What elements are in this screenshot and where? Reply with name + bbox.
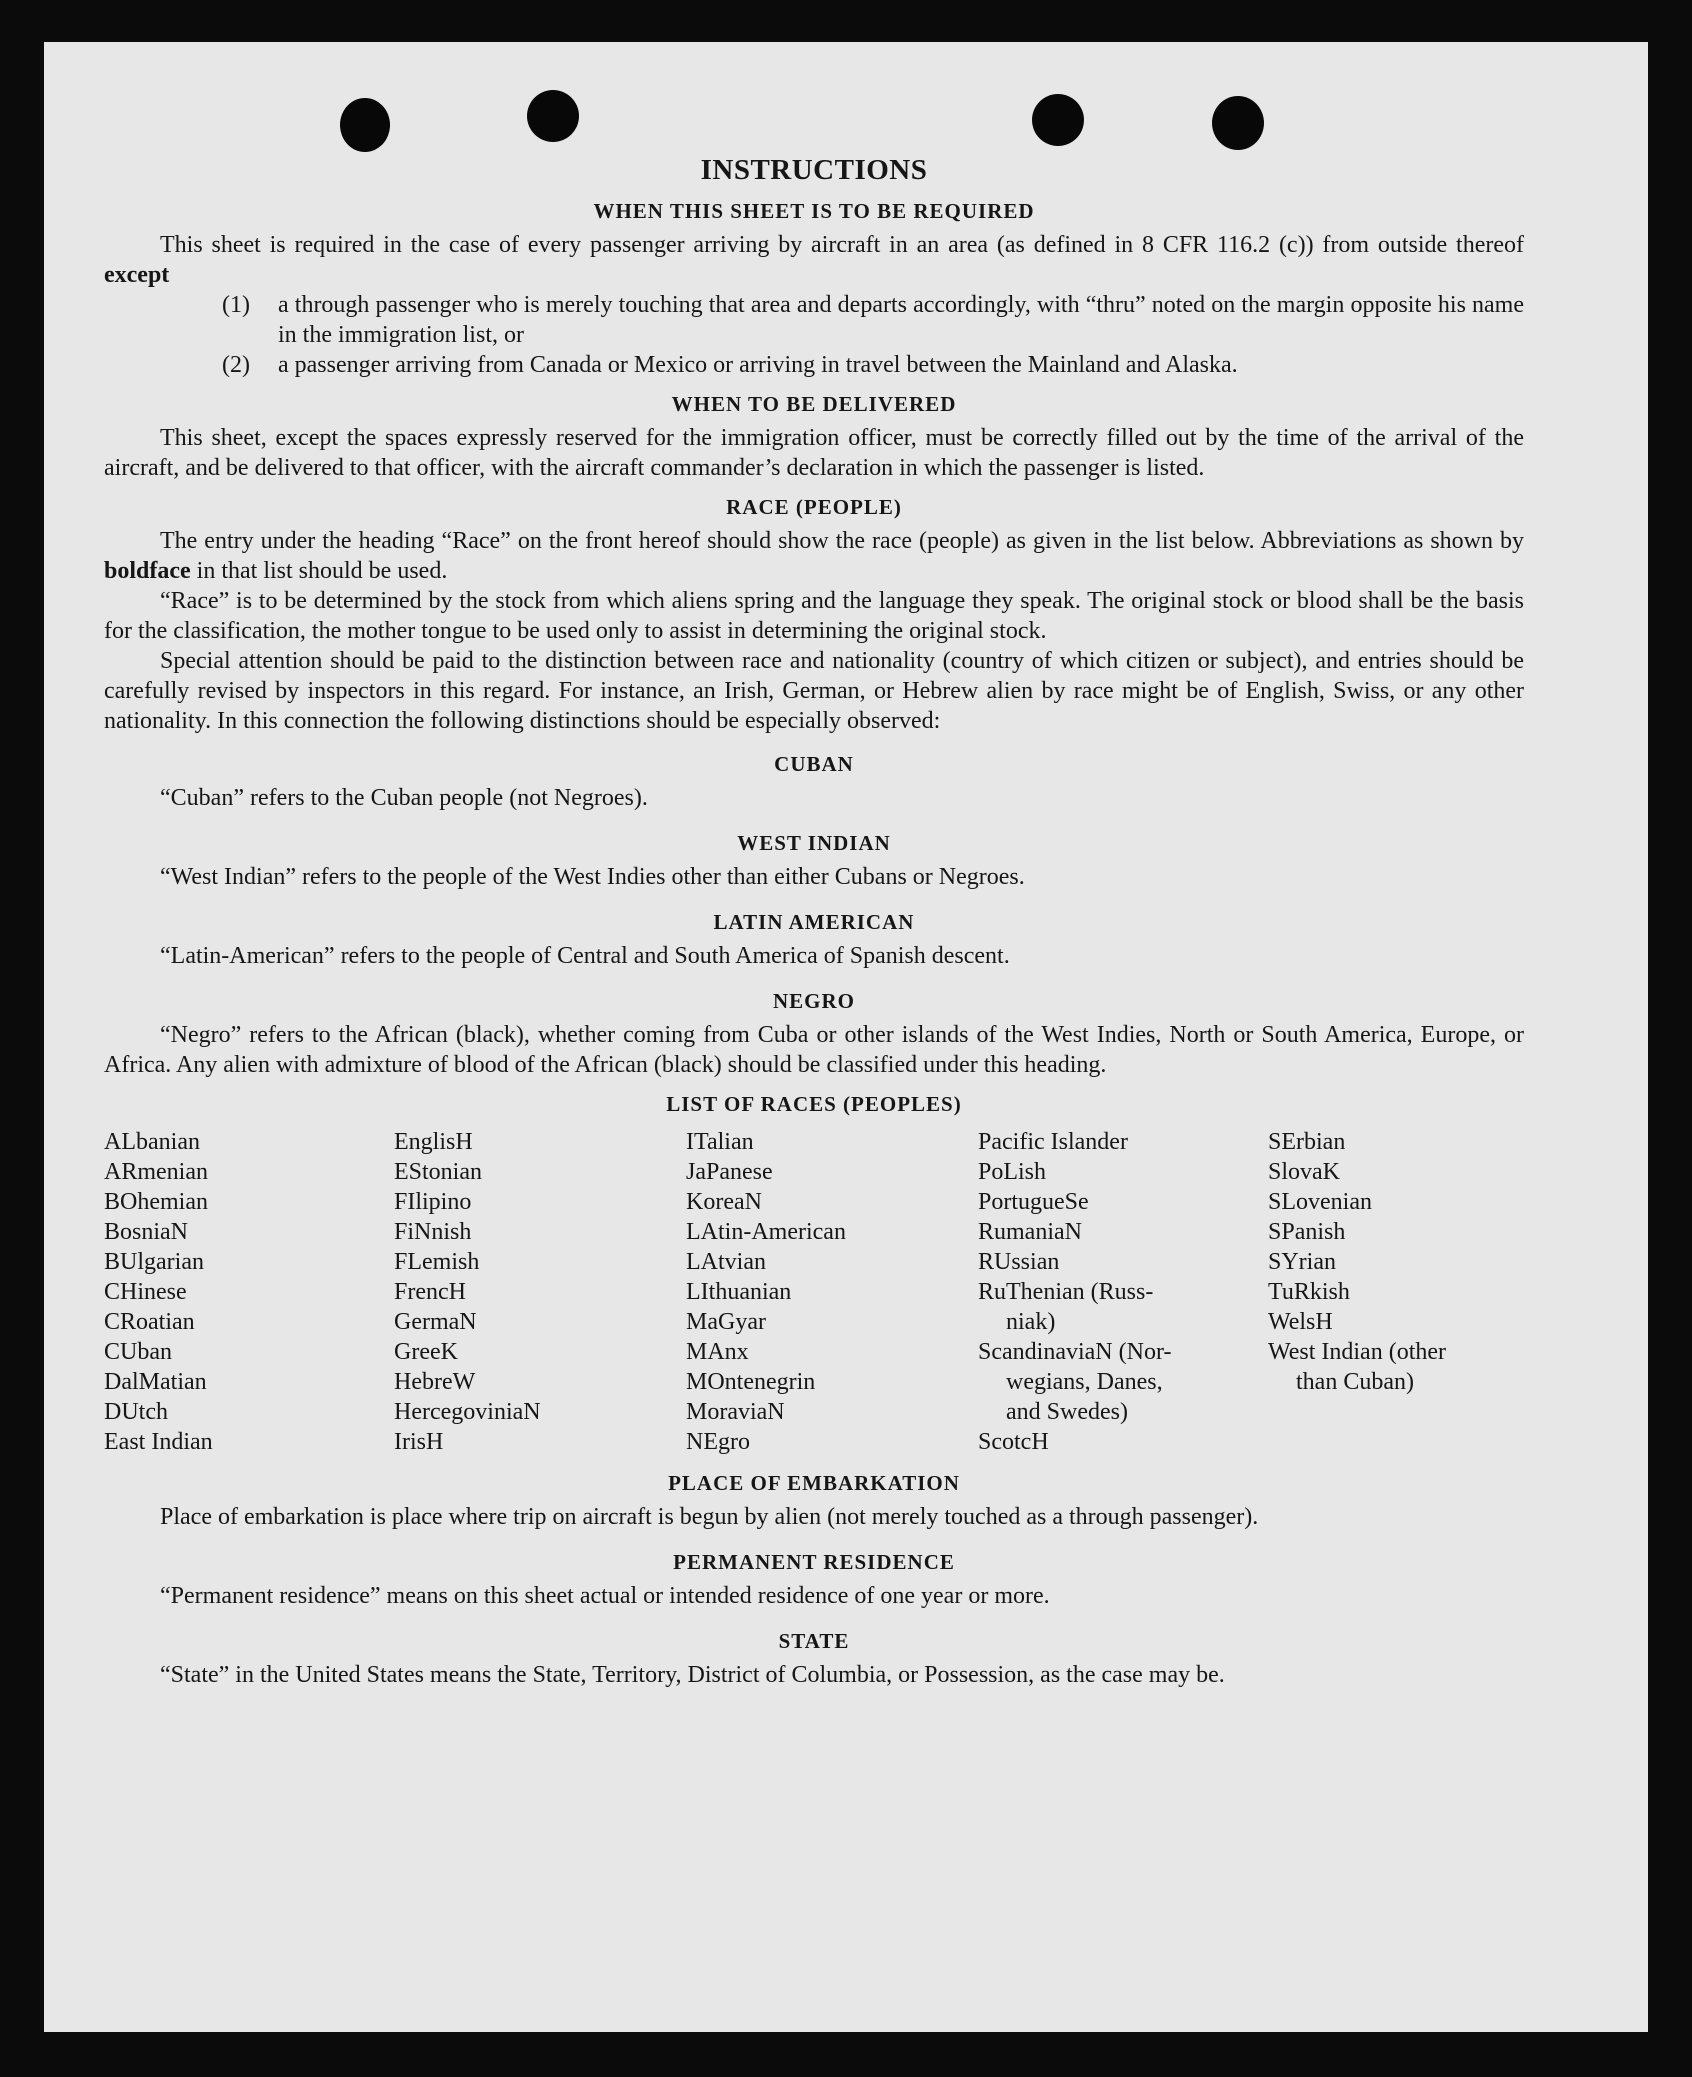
section-heading-residence: PERMANENT RESIDENCE [673,1550,955,1574]
race-entry: FLemish [394,1249,480,1275]
race-entry: ALbanian [104,1129,200,1155]
race-entry: FrencH [394,1279,466,1305]
race-entry: KoreaN [686,1189,762,1215]
race-entry: ScotcH [978,1429,1049,1455]
race-entry: GreeK [394,1339,458,1365]
race-column [686,1127,978,1457]
race-entry: SErbian [1268,1129,1346,1155]
race-column [1268,1127,1518,1457]
race-column [978,1127,1268,1457]
race-entry: FiNnish [394,1219,472,1245]
race-entry: East Indian [104,1429,213,1455]
race-entry: SLovenian [1268,1189,1372,1215]
race-entry: SlovaK [1268,1159,1340,1185]
race-entry: TuRkish [1268,1279,1350,1305]
west-indian-text: “West Indian” refers to the people of the West Indies other than either Cubans or Negroes. [160,864,1025,890]
instructions-body [104,154,1524,1690]
race-entry: RuThenian (Russ- [978,1279,1154,1305]
race-entry: MoraviaN [686,1399,785,1425]
page-title: INSTRUCTIONS [700,154,928,186]
race-entry: BosniaN [104,1219,188,1245]
race-entry: HercegoviniaN [394,1399,541,1425]
punch-hole [340,98,390,152]
race-entry: CHinese [104,1279,187,1305]
section-heading-race: RACE (PEOPLE) [726,495,902,519]
race-paragraph: The entry under the heading “Race” on the front hereof should show the race (people) as given in the list below. Abbreviations as shown by boldface in that list should be used. [104,528,1524,584]
embarkation-text: Place of embarkation is place where trip on aircraft is begun by alien (not merely touched as a through passenger). [160,1504,1259,1530]
race-entry: SPanish [1268,1219,1346,1245]
race-list [104,1127,1524,1457]
race-entry: DUtch [104,1399,168,1425]
race-paragraph: Special attention should be paid to the distinction between race and nationality (country of which citizen or subject), and entries should be carefully revised by inspectors in this regard. For instance, an Irish, German, or Hebrew alien by race might be of English, Swiss, or any other nationality. In this connection the following distinctions should be especially observed: [104,648,1524,734]
race-entry: PoLish [978,1159,1047,1185]
race-entry: and Swedes) [1006,1399,1128,1425]
race-entry: LIthuanian [686,1279,792,1305]
race-entry: LAtvian [686,1249,766,1275]
punch-hole [1212,96,1264,150]
race-column [394,1127,686,1457]
section-heading-when-required: WHEN THIS SHEET IS TO BE REQUIRED [593,199,1035,223]
race-entry: CRoatian [104,1309,195,1335]
race-entry: PortugueSe [978,1189,1089,1215]
race-paragraph: “Race” is to be determined by the stock from which aliens spring and the language they speak. The original stock or blood shall be the basis for the classification, the mother tongue to be used only to assist in determining the original stock. [104,588,1524,644]
race-entry: WelsH [1268,1309,1333,1335]
section-heading-list-of-races: LIST OF RACES (PEOPLES) [666,1092,962,1116]
section-heading-state: STATE [778,1629,850,1653]
race-entry: GermaN [394,1309,477,1335]
section-heading-west-indian: WEST INDIAN [737,831,891,855]
race-entry: ScandinaviaN (Nor- [978,1339,1172,1365]
race-entry: BUlgarian [104,1249,204,1275]
race-entry: IrisH [394,1429,444,1455]
section-heading-cuban: CUBAN [774,752,854,776]
residence-text: “Permanent residence” means on this sheet actual or intended residence of one year or more. [160,1583,1050,1609]
race-entry: HebreW [394,1369,476,1395]
section-heading-embarkation: PLACE OF EMBARKATION [668,1471,960,1495]
race-entry: FIlipino [394,1189,472,1215]
race-entry: JaPanese [686,1159,773,1185]
section-heading-when-delivered: WHEN TO BE DELIVERED [671,392,957,416]
when-required-text: This sheet is required in the case of every passenger arriving by aircraft in an area (as defined in 8 CFR 116.2 (c)) from outside thereof except [104,232,1524,288]
race-entry: DalMatian [104,1369,207,1395]
race-entry: EStonian [394,1159,482,1185]
race-entry: MAnx [686,1339,749,1365]
race-entry: LAtin-American [686,1219,846,1245]
state-text: “State” in the United States means the State, Territory, District of Columbia, or Possession, as the case may be. [160,1662,1225,1688]
exception-item: (2) a passenger arriving from Canada or Mexico or arriving in travel between the Mainland and Alaska. [222,352,1238,378]
race-entry: ITalian [686,1129,754,1155]
section-heading-negro: NEGRO [772,989,855,1013]
race-entry: MaGyar [686,1309,766,1335]
race-entry: SYrian [1268,1249,1336,1275]
latin-american-text: “Latin-American” refers to the people of Central and South America of Spanish descent. [160,943,1010,969]
exception-item: (1) a through passenger who is merely touching that area and departs accordingly, with “thru” noted on the margin opposite his name in the immigration list, or [222,292,1524,348]
race-entry: Pacific Islander [978,1129,1128,1155]
race-entry: CUban [104,1339,172,1365]
race-entry: than Cuban) [1296,1369,1414,1395]
race-entry: wegians, Danes, [1006,1369,1163,1395]
race-entry: niak) [1006,1309,1056,1335]
race-entry: ARmenian [104,1159,208,1185]
negro-text: “Negro” refers to the African (black), whether coming from Cuba or other islands of the West Indies, North or South America, Europe, or Africa. Any alien with admixture of blood of the African (black) should be classified under this heading. [104,1022,1524,1078]
race-entry: BOhemian [104,1189,208,1215]
race-entry: NEgro [686,1429,750,1455]
document-page [44,42,1648,2032]
cuban-text: “Cuban” refers to the Cuban people (not Negroes). [160,785,648,811]
punch-hole [1032,94,1084,146]
race-entry: MOntenegrin [686,1369,816,1395]
race-entry: RumaniaN [978,1219,1082,1245]
section-heading-latin-american: LATIN AMERICAN [713,910,915,934]
race-entry: West Indian (other [1268,1339,1447,1365]
race-column [104,1127,394,1457]
race-entry: EnglisH [394,1129,473,1155]
race-entry: RUssian [978,1249,1060,1275]
punch-hole [527,90,579,142]
when-delivered-text: This sheet, except the spaces expressly reserved for the immigration officer, must be correctly filled out by the time of the arrival of the aircraft, and be delivered to that officer, with the aircraft commander’s declaration in which the passenger is listed. [104,425,1524,481]
